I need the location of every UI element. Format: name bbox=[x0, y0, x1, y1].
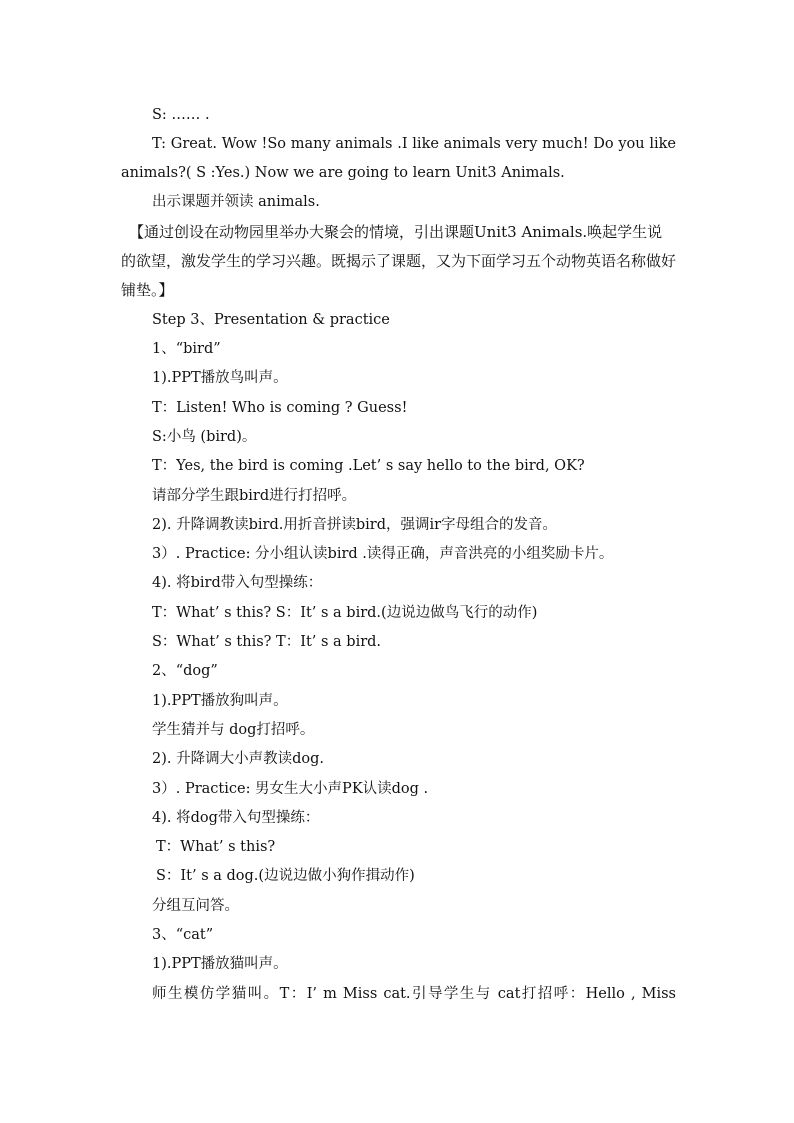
text-line: T：What’ s this? S：It’ s a bird.(边说边做鸟飞行的动作) bbox=[152, 605, 538, 621]
text-line: 3）. Practice: 男女生大小声PK认读dog . bbox=[152, 781, 429, 797]
text-line: 4). 将dog带入句型操练： bbox=[152, 810, 320, 826]
text-line: 1).PPT播放狗叫声。 bbox=[152, 693, 288, 709]
text-line: T：What’ s this? bbox=[156, 839, 276, 855]
text-line: 师生模仿学猫叫。T：I’ m Miss cat.引导学生与 cat打招呼：Hello , Miss bbox=[152, 986, 676, 1002]
text-line: 2). 升降调大小声教读dog. bbox=[152, 751, 325, 767]
text-line: T：Yes, the bird is coming .Let’ s say hello to the bird, OK? bbox=[152, 458, 585, 474]
text-line: 3）. Practice: 分小组认读bird .读得正确，声音洪亮的小组奖励卡片。 bbox=[152, 546, 614, 562]
text-line: 学生猜并与 dog打招呼。 bbox=[152, 722, 315, 738]
text-line: 请部分学生跟bird进行打招呼。 bbox=[152, 488, 357, 504]
text-line: 4). 将bird带入句型操练： bbox=[152, 575, 323, 591]
text-line: S：What’ s this? T：It’ s a bird. bbox=[152, 634, 382, 650]
text-line: T: Great. Wow !So many animals .I like animals very much! Do you like bbox=[152, 136, 676, 152]
text-line: S:小鸟 (bird)。 bbox=[152, 429, 257, 445]
text-line: animals?( S :Yes.) Now we are going to learn Unit3 Animals. bbox=[121, 165, 565, 181]
text-line: 1).PPT播放猫叫声。 bbox=[152, 956, 288, 972]
text-line: 2). 升降调教读bird.用折音拼读bird，强调ir字母组合的发音。 bbox=[152, 517, 558, 533]
text-line: 出示课题并领读 animals. bbox=[152, 194, 320, 210]
text-line: 1).PPT播放鸟叫声。 bbox=[152, 370, 288, 386]
text-line: 3、“cat” bbox=[152, 927, 214, 943]
text-line: S：It’ s a dog.(边说边做小狗作揖动作) bbox=[156, 868, 415, 884]
text-line: Step 3、Presentation & practice bbox=[152, 312, 390, 328]
text-line: 2、“dog” bbox=[152, 663, 218, 679]
text-line: T：Listen! Who is coming ? Guess! bbox=[152, 400, 408, 416]
text-line: 分组互问答。 bbox=[152, 898, 239, 914]
text-line: S: …… . bbox=[152, 107, 210, 123]
text-line: 1、“bird” bbox=[152, 341, 221, 357]
annotation-paragraph bbox=[121, 218, 677, 305]
annotation-text: 【通过创设在动物园里举办大聚会的情境，引出课题Unit3 Animals.唤起学生说的欲望，激发学生的学习兴趣。既揭示了课题，又为下面学习五个动物英语名称做好铺垫。】 bbox=[121, 223, 677, 299]
